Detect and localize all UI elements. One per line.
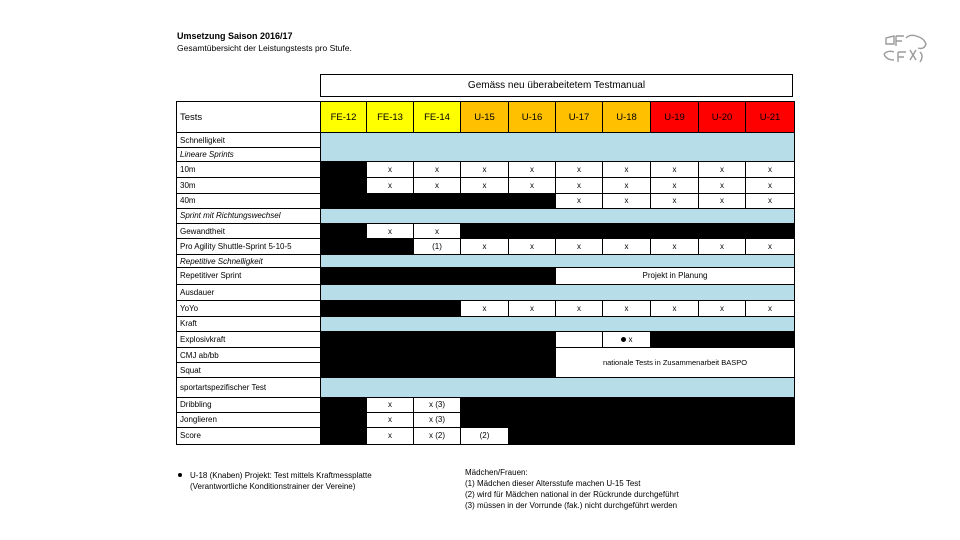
mark: x bbox=[414, 177, 461, 193]
table-row bbox=[177, 348, 795, 363]
mark: (1) bbox=[414, 239, 461, 255]
mark: x bbox=[746, 300, 795, 316]
bullet-icon bbox=[621, 337, 626, 342]
section-schnelligkeit: Schnelligkeit bbox=[177, 133, 321, 148]
mark: x bbox=[461, 177, 509, 193]
mark: x bbox=[746, 239, 795, 255]
section-fill bbox=[321, 133, 795, 161]
table-row bbox=[177, 224, 795, 239]
row-label-yoyo: YoYo bbox=[177, 300, 321, 316]
u18-bullet-mark bbox=[603, 331, 651, 347]
mark: x bbox=[367, 427, 414, 444]
mark: x bbox=[461, 239, 509, 255]
mark: x bbox=[651, 300, 699, 316]
row-label-repetitiver-sprint: Repetitiver Sprint bbox=[177, 268, 321, 284]
mark: x bbox=[461, 300, 509, 316]
mark: x bbox=[746, 161, 795, 177]
section-kraft: Kraft bbox=[177, 316, 321, 331]
table-row bbox=[177, 412, 795, 427]
mark: x bbox=[556, 300, 603, 316]
mark: x bbox=[746, 193, 795, 208]
mark: x bbox=[509, 177, 556, 193]
row-label-30m: 30m bbox=[177, 177, 321, 193]
section-fill bbox=[321, 284, 795, 300]
section-sportartspezifisch: sportartspezifischer Test bbox=[177, 378, 321, 397]
mark: x bbox=[603, 239, 651, 255]
mark: x bbox=[367, 177, 414, 193]
mark: x bbox=[509, 161, 556, 177]
column-header-u17: U-17 bbox=[556, 102, 603, 133]
nationale-tests-note: nationale Tests in Zusammenarbeit BASPO bbox=[556, 348, 795, 378]
mark: x bbox=[367, 397, 414, 412]
table-row bbox=[177, 239, 795, 255]
mark: x bbox=[367, 224, 414, 239]
header-row bbox=[177, 102, 795, 133]
mark: x bbox=[603, 161, 651, 177]
column-header-u20: U-20 bbox=[699, 102, 746, 133]
mark: x bbox=[414, 161, 461, 177]
mark: x bbox=[628, 335, 633, 345]
table-row bbox=[177, 397, 795, 412]
table-row bbox=[177, 208, 795, 223]
mark: x bbox=[603, 177, 651, 193]
table-row bbox=[177, 316, 795, 331]
mark: (2) bbox=[461, 427, 509, 444]
row-label-squat: Squat bbox=[177, 363, 321, 378]
mark: x bbox=[651, 177, 699, 193]
table-row bbox=[177, 193, 795, 208]
row-label-agility: Pro Agility Shuttle-Sprint 5-10-5 bbox=[177, 239, 321, 255]
section-richtungswechsel: Sprint mit Richtungswechsel bbox=[177, 208, 321, 223]
test-overview-table bbox=[176, 101, 795, 445]
u18-footnote-line2: (Verantwortliche Konditionstrainer der Vereine) bbox=[190, 482, 356, 491]
mark: x bbox=[414, 224, 461, 239]
row-label-score: Score bbox=[177, 427, 321, 444]
mark: x bbox=[699, 177, 746, 193]
table-row bbox=[177, 161, 795, 177]
maedchen-note-3: (3) müssen in der Vorrunde (fak.) nicht durchgeführt werden bbox=[465, 501, 678, 510]
column-header-u18: U-18 bbox=[603, 102, 651, 133]
table-row bbox=[177, 133, 795, 148]
row-label-cmj: CMJ ab/bb bbox=[177, 348, 321, 363]
mark: x bbox=[556, 193, 603, 208]
section-ausdauer: Ausdauer bbox=[177, 284, 321, 300]
section-fill bbox=[321, 378, 795, 397]
section-fill bbox=[321, 316, 795, 331]
mark: x bbox=[603, 193, 651, 208]
row-label-gewandtheit: Gewandtheit bbox=[177, 224, 321, 239]
u18-footnote bbox=[178, 470, 438, 492]
row-label-10m: 10m bbox=[177, 161, 321, 177]
section-repetitive: Repetitive Schnelligkeit bbox=[177, 255, 321, 268]
mark: x bbox=[509, 300, 556, 316]
mark: x bbox=[461, 161, 509, 177]
table-row bbox=[177, 300, 795, 316]
table-row bbox=[177, 284, 795, 300]
column-header-u16: U-16 bbox=[509, 102, 556, 133]
mark: x bbox=[367, 412, 414, 427]
maedchen-note-1: (1) Mädchen dieser Altersstufe machen U-15 Test bbox=[465, 479, 641, 488]
u18-footnote-line1: U-18 (Knaben) Projekt: Test mittels Kraftmessplatte bbox=[190, 471, 372, 480]
mark: x bbox=[699, 193, 746, 208]
projekt-in-planung-note: Projekt in Planung bbox=[556, 268, 795, 284]
mark: x (3) bbox=[414, 397, 461, 412]
mark: x (3) bbox=[414, 412, 461, 427]
row-label-jonglieren: Jonglieren bbox=[177, 412, 321, 427]
column-header-u21: U-21 bbox=[746, 102, 795, 133]
page-subtitle: Gesamtübersicht der Leistungstests pro Stufe. bbox=[177, 43, 352, 53]
section-lineare-sprints: Lineare Sprints bbox=[177, 148, 321, 161]
mark: x (2) bbox=[414, 427, 461, 444]
mark: x bbox=[699, 239, 746, 255]
mark: x bbox=[509, 239, 556, 255]
mark: x bbox=[556, 239, 603, 255]
federation-logo-icon bbox=[880, 30, 930, 70]
mark: x bbox=[651, 239, 699, 255]
mark: x bbox=[699, 161, 746, 177]
mark: x bbox=[651, 193, 699, 208]
row-label-explosivkraft: Explosivkraft bbox=[177, 331, 321, 347]
mark: x bbox=[699, 300, 746, 316]
table-row bbox=[177, 268, 795, 284]
column-header-u15: U-15 bbox=[461, 102, 509, 133]
column-header-tests: Tests bbox=[177, 102, 321, 133]
table-row bbox=[177, 378, 795, 397]
column-header-fe13: FE-13 bbox=[367, 102, 414, 133]
column-header-u19: U-19 bbox=[651, 102, 699, 133]
mark: x bbox=[746, 177, 795, 193]
maedchen-note-2: (2) wird für Mädchen national in der Rückrunde durchgeführt bbox=[465, 490, 679, 499]
mark: x bbox=[556, 177, 603, 193]
row-label-40m: 40m bbox=[177, 193, 321, 208]
row-label-dribbling: Dribbling bbox=[177, 397, 321, 412]
testmanual-banner: Gemäss neu überabeitetem Testmanual bbox=[320, 74, 793, 97]
section-fill bbox=[321, 208, 795, 223]
table-row bbox=[177, 255, 795, 268]
mark: x bbox=[651, 161, 699, 177]
column-header-fe14: FE-14 bbox=[414, 102, 461, 133]
section-fill bbox=[321, 255, 795, 268]
mark: x bbox=[367, 161, 414, 177]
page-title: Umsetzung Saison 2016/17 bbox=[177, 31, 293, 41]
column-header-fe12: FE-12 bbox=[321, 102, 367, 133]
mark: x bbox=[556, 161, 603, 177]
bullet-icon bbox=[178, 473, 182, 477]
mark: x bbox=[603, 300, 651, 316]
table-row bbox=[177, 427, 795, 444]
maedchen-title: Mädchen/Frauen: bbox=[465, 468, 528, 477]
table-row bbox=[177, 331, 795, 347]
table-row bbox=[177, 177, 795, 193]
maedchen-footnote bbox=[465, 467, 785, 511]
